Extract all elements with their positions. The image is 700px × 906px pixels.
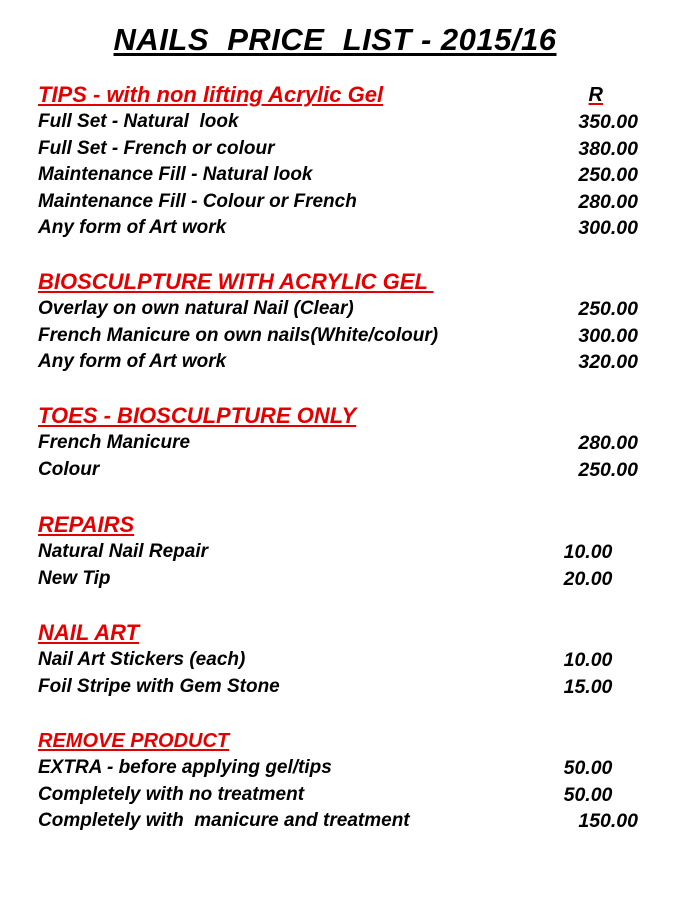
section-heading <box>38 402 638 430</box>
price-row <box>38 430 638 457</box>
item-label: Full Set - Natural look <box>38 111 239 132</box>
page-title: NAILS PRICE LIST - 2015/16 <box>113 22 557 57</box>
price-row <box>38 349 638 376</box>
section-biosculpture <box>38 268 638 376</box>
item-label: Nail Art Stickers (each) <box>38 649 246 670</box>
item-label: Full Set - French or colour <box>38 137 275 159</box>
section-remove-product <box>38 727 638 835</box>
item-price: 280.00 <box>578 190 638 213</box>
item-price: 150.00 <box>578 810 638 832</box>
price-row <box>38 162 638 189</box>
price-row <box>38 539 638 566</box>
item-label: French Manicure on own nails(White/colour) <box>38 324 439 346</box>
price-row <box>38 323 638 350</box>
section-heading-label: TOES - BIOSCULPTURE ONLY <box>38 403 357 428</box>
price-row <box>38 189 638 216</box>
section-heading <box>38 268 638 296</box>
item-price: 300.00 <box>578 324 638 347</box>
item-label: Any form of Art work <box>38 217 227 238</box>
item-price: 50.00 <box>563 757 613 779</box>
section-heading <box>38 81 638 109</box>
price-row <box>38 647 638 674</box>
section-heading <box>38 511 638 539</box>
item-price: 250.00 <box>578 458 638 481</box>
item-label: French Manicure <box>38 432 191 453</box>
price-row <box>38 782 638 809</box>
price-row <box>38 755 638 782</box>
item-label: Overlay on own natural Nail (Clear) <box>38 298 354 319</box>
item-label: Any form of Art work <box>38 351 227 372</box>
price-row <box>38 215 638 242</box>
item-price: 50.00 <box>563 783 613 806</box>
section-heading-label: BIOSCULPTURE WITH ACRYLIC GEL <box>38 269 434 294</box>
price-row <box>38 457 638 484</box>
section-heading-label: TIPS - with non lifting Acrylic Gel <box>38 82 384 107</box>
item-price: 250.00 <box>578 298 638 320</box>
price-row <box>38 296 638 323</box>
item-price: 20.00 <box>563 567 613 590</box>
section-heading-label: REMOVE PRODUCT <box>38 730 230 752</box>
price-row <box>38 566 638 593</box>
item-label: Foil Stripe with Gem Stone <box>38 675 280 697</box>
item-price: 10.00 <box>563 649 613 671</box>
section-tips <box>38 81 638 242</box>
item-price: 300.00 <box>578 217 638 239</box>
item-price: 380.00 <box>578 137 638 160</box>
price-row <box>38 808 638 835</box>
item-price: 250.00 <box>578 164 638 186</box>
item-price: 15.00 <box>563 675 613 698</box>
item-price: 350.00 <box>578 111 638 133</box>
item-label: EXTRA - before applying gel/tips <box>38 757 332 778</box>
section-toes <box>38 402 638 483</box>
item-price: 10.00 <box>563 541 613 563</box>
section-heading-label: NAIL ART <box>38 620 140 645</box>
price-row <box>38 674 638 701</box>
section-repairs <box>38 511 638 592</box>
item-price: 280.00 <box>578 432 638 454</box>
item-label: Completely with no treatment <box>38 783 305 805</box>
item-label: Completely with manicure and treatment <box>38 810 410 831</box>
section-heading-label: REPAIRS <box>38 512 135 537</box>
item-price: 320.00 <box>578 351 638 373</box>
price-row <box>38 109 638 136</box>
item-label: Colour <box>38 458 100 480</box>
price-row <box>38 136 638 163</box>
item-label: Maintenance Fill - Colour or French <box>38 190 357 212</box>
item-label: Natural Nail Repair <box>38 541 208 562</box>
section-heading <box>38 619 638 647</box>
section-heading <box>38 727 638 755</box>
currency-label: R <box>588 84 603 106</box>
item-label: Maintenance Fill - Natural look <box>38 164 313 185</box>
item-label: New Tip <box>38 567 111 589</box>
section-nail-art <box>38 619 638 700</box>
